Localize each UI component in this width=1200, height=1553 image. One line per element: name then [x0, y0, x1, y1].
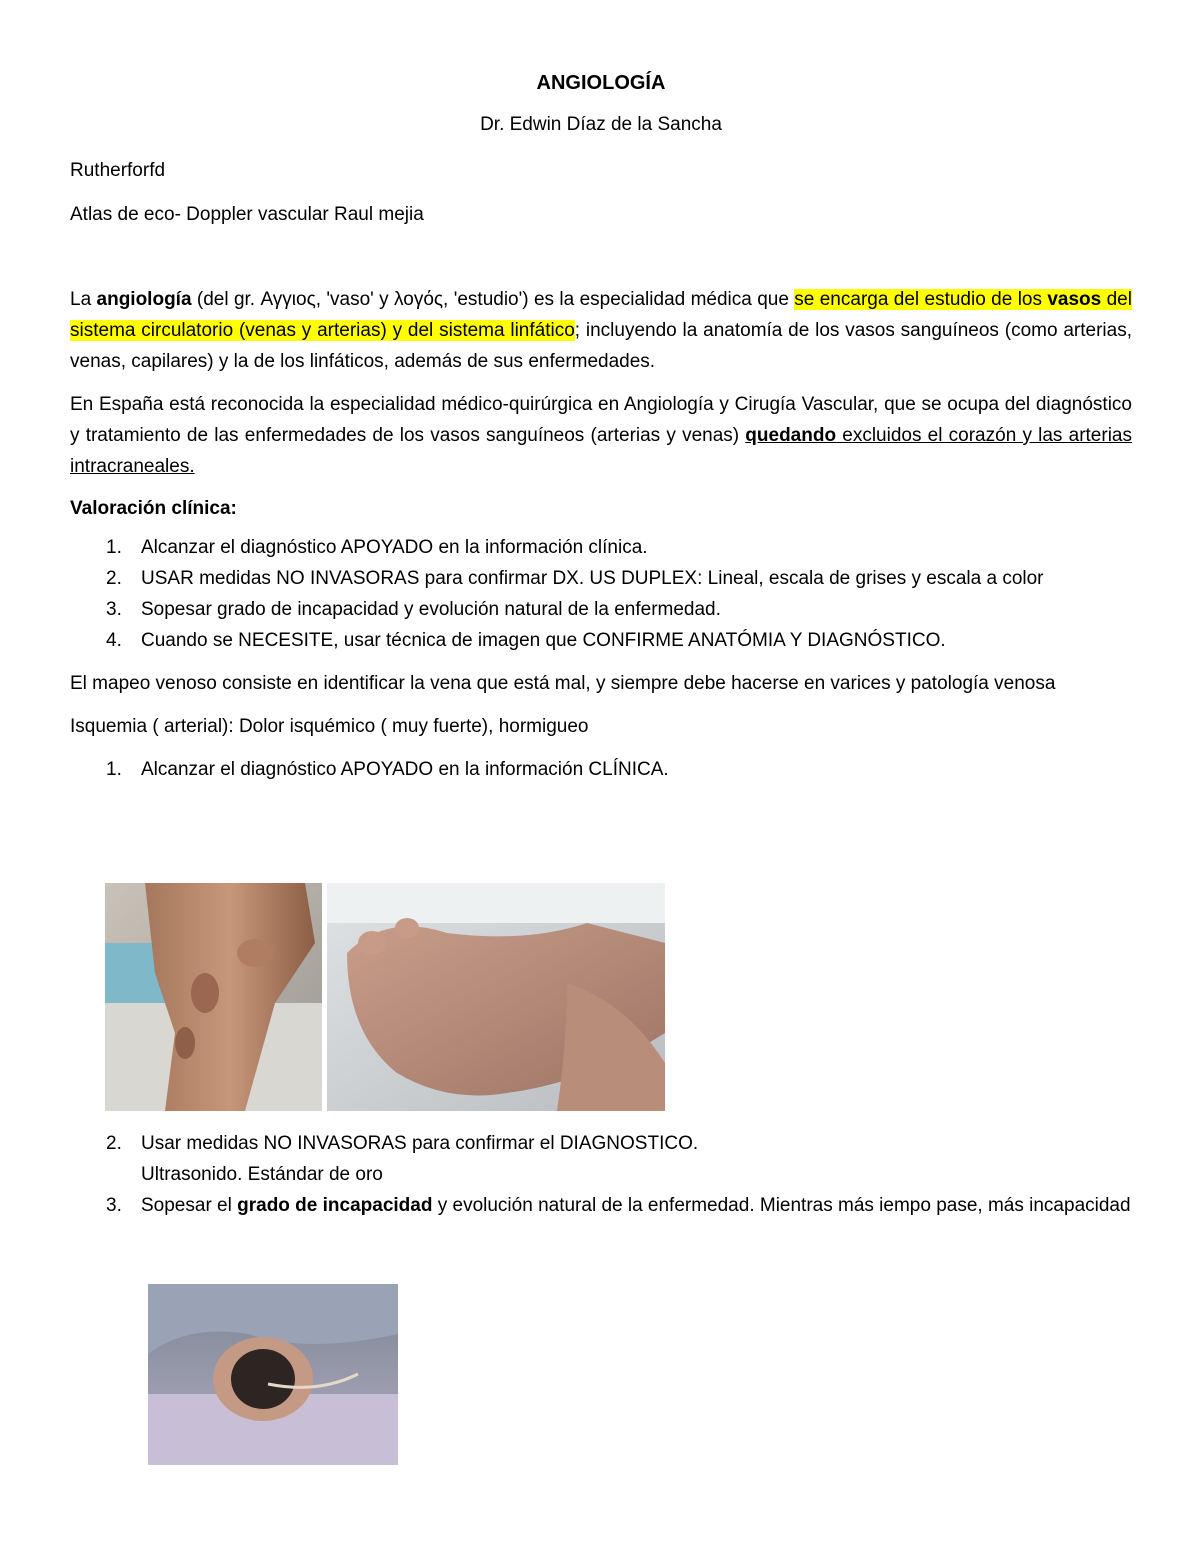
author-line: Dr. Edwin Díaz de la Sancha: [480, 114, 722, 135]
isquemia-list-1: [70, 754, 1132, 785]
list-item: 4. Cuando se NECESITE, usar técnica de imagen que CONFIRME ANATÓMIA Y DIAGNÓSTICO.: [106, 630, 946, 651]
continued-list: [70, 1128, 1132, 1221]
intro-paragraph-2: En España está reconocida la especialidad médico-quirúrgica en Angiología y Cirugía Vascular, que se ocupa del diagnóstico y tratamiento de las enfermedades de los vasos sanguíneos (arterias y venas) quedando excluidos el corazón y las arterias intracraneales.: [70, 394, 1132, 477]
list-item: 2. USAR medidas NO INVASORAS para confirmar DX. US DUPLEX: Lineal, escala de grises y escala a color: [106, 568, 1044, 589]
list-item: 1. Alcanzar el diagnóstico APOYADO en la información CLÍNICA.: [106, 759, 669, 780]
list-item: 2. Usar medidas NO INVASORAS para confirmar el DIAGNOSTICO. Ultrasonido. Estándar de oro: [106, 1133, 699, 1185]
intro-paragraph-1: La angiología (del gr. Αγγιος, 'vaso' y λογός, 'estudio') es la especialidad médica que se encarga del estudio de los vasos del sistema circulatorio (venas y arterias) y del sistema linfático; incluyendo la anatomía de los vasos sanguíneos (como arterias, venas, capilares) y la de los linfáticos, además de sus enfermedades.: [70, 289, 1132, 372]
reference-2: Atlas de eco- Doppler vascular Raul mejia: [70, 204, 424, 225]
isquemia-line: Isquemia ( arterial): Dolor isquémico ( muy fuerte), hormigueo: [70, 716, 589, 737]
ulcer-photo: [148, 1284, 398, 1465]
list-item: 3. Sopesar el grado de incapacidad y evolución natural de la enfermedad. Mientras más iempo pase, más incapacidad: [106, 1195, 1131, 1216]
highlighted-text: se encarga del estudio de los vasos del sistema circulatorio (venas y arterias) y del sistema linfático: [70, 289, 1132, 341]
list-item: 3. Sopesar grado de incapacidad y evolución natural de la enfermedad.: [106, 599, 721, 620]
reference-1: Rutherforfd: [70, 160, 166, 181]
valoracion-list: [70, 532, 1132, 656]
list-item: 1. Alcanzar el diagnóstico APOYADO en la información clínica.: [106, 537, 648, 558]
underlined-text: quedando excluidos el corazón y las arterias intracraneales.: [70, 425, 1132, 477]
isquemia-list-2: [70, 1128, 1132, 1221]
varicose-leg-photo: [105, 883, 322, 1111]
mapeo-paragraph: El mapeo venoso consiste en identificar la vena que está mal, y siempre debe hacerse en varices y patología venosa: [70, 673, 1056, 694]
document-title: ANGIOLOGÍA: [536, 72, 666, 94]
document-page: [70, 70, 1132, 797]
angiologia-term: angiología: [96, 289, 192, 310]
clinical-photos: [105, 883, 665, 1111]
valoracion-heading: Valoración clínica:: [70, 498, 237, 519]
foot-photo: [327, 883, 665, 1111]
